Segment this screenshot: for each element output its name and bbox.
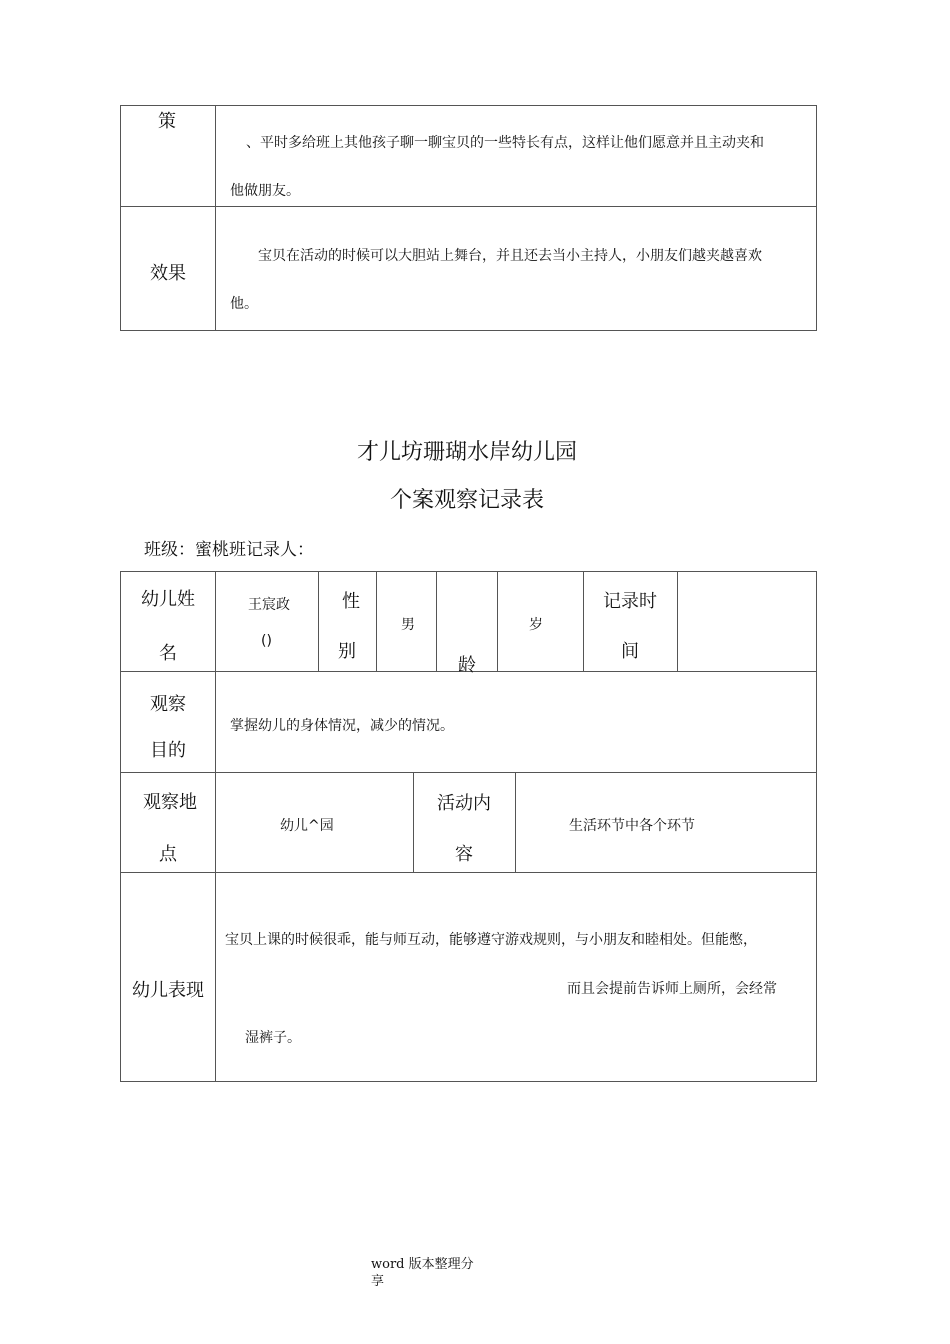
activity-label-2: 容 [455,844,473,865]
performance-text-line3: 湿裤子。 [245,1030,301,1046]
child-name-value: 王宸政 [248,597,290,613]
performance-label: 幼儿表现 [132,980,204,1001]
place-value: 幼儿^园 [280,818,334,834]
purpose-label-2: 目的 [150,740,186,761]
performance-text-line1: 宝贝上课的时候很乖，能与师互动，能够遵守游戏规则，与小朋友和睦相处。但能憋， [225,932,757,948]
effect-text-line2: 他。 [230,296,258,312]
effect-text-line1: 宝贝在活动的时候可以大胆站上舞台，并且还去当小主持人，小朋友们越夹越喜欢 [258,248,762,264]
class-line: 班级：蜜桃班记录人： [144,540,314,560]
child-name-label: 幼儿姓 [141,589,195,610]
child-name-label-2: 名 [159,643,177,664]
strategy-label: 策 [158,111,176,132]
gender-label-2: 别 [338,641,356,662]
age-label: 龄 [458,655,476,676]
purpose-label: 观察 [150,694,186,715]
activity-value: 生活环节中各个环节 [569,818,695,834]
record-time-label: 记录时 [603,591,657,612]
effect-label: 效果 [150,263,186,284]
footer-line2: 享 [371,1274,385,1289]
gender-label: 性 [342,591,360,612]
purpose-value: 掌握幼儿的身体情况，减少的情况。 [230,718,454,734]
performance-text-line2: 而且会提前告诉师上厕所，会经常 [567,981,777,997]
place-label: 观察地 [143,792,197,813]
gender-value: 男 [401,617,415,633]
age-value: 岁 [529,617,543,633]
footer-line1: word 版本整理分 [371,1257,474,1272]
form-title: 个案观察记录表 [390,488,545,513]
place-label-2: 点 [159,844,177,865]
strategy-text-line2: 他做朋友。 [230,183,300,199]
child-name-value-2: () [261,633,272,649]
school-title: 才儿坊珊瑚水岸幼儿园 [357,440,578,465]
strategy-text-line1: 、平时多给班上其他孩子聊一聊宝贝的一些特长有点，这样让他们愿意并且主动夹和 [246,135,764,151]
activity-label: 活动内 [437,793,491,814]
record-time-label-2: 间 [621,641,639,662]
